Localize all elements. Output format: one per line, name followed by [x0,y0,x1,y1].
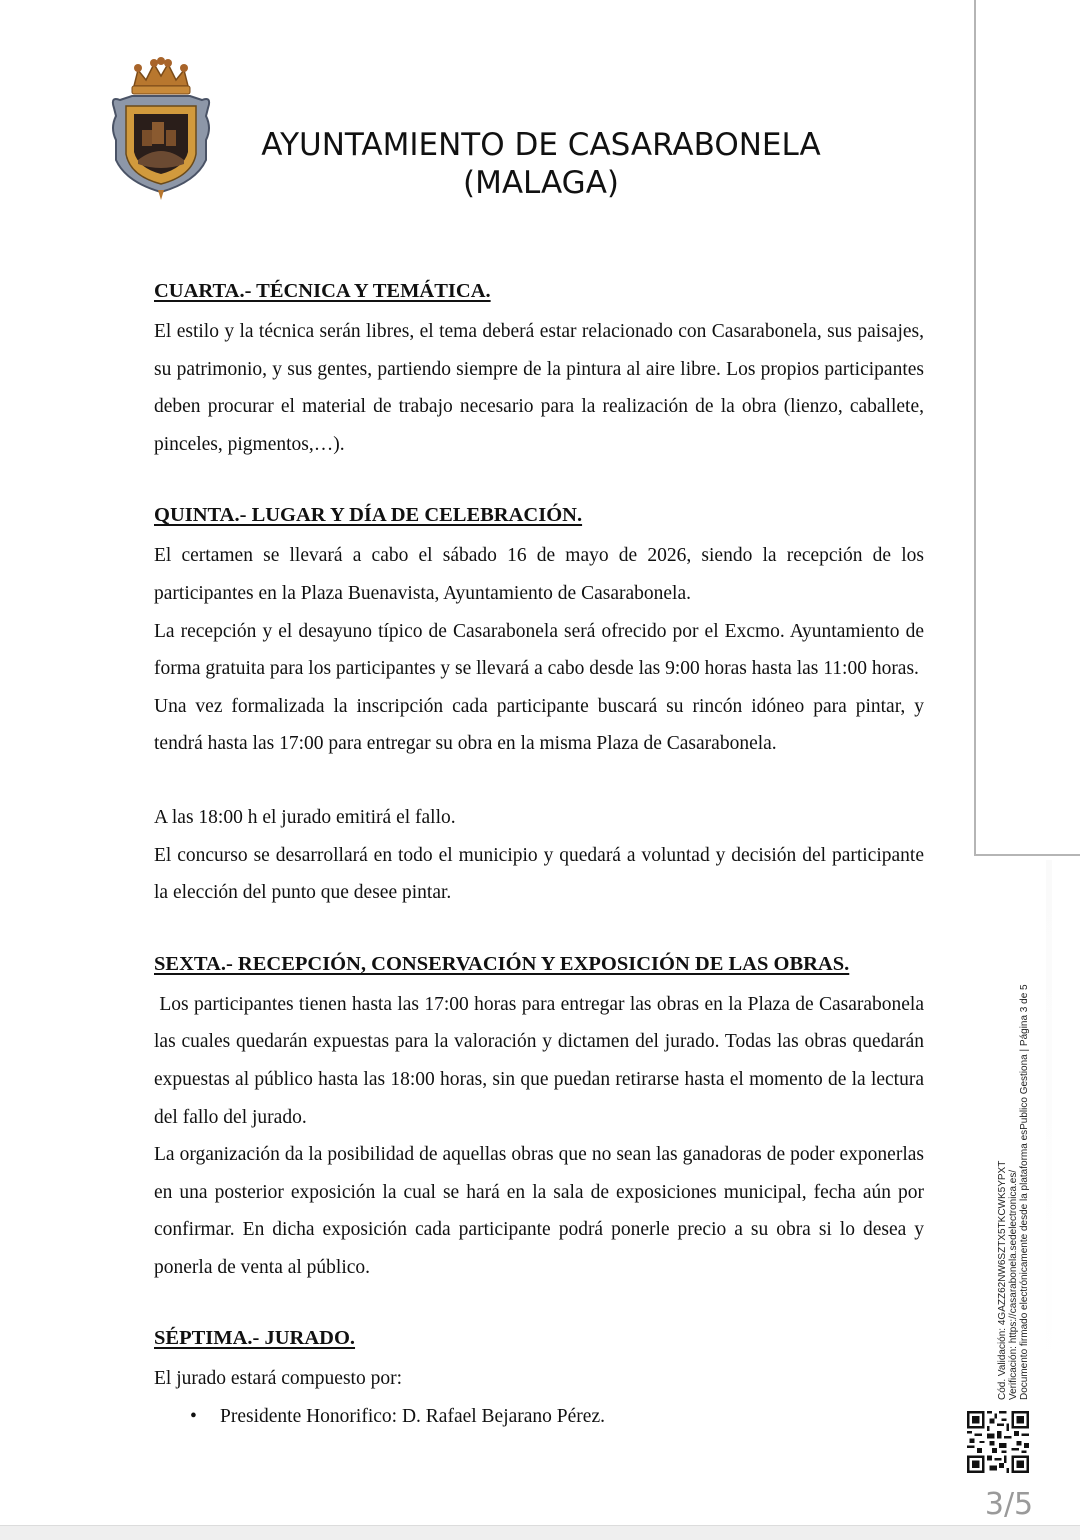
bullet-icon: • [190,1406,197,1428]
spacer [154,463,924,500]
section-sexta [154,949,929,1287]
coat-of-arms-icon [108,56,214,200]
spacer [154,912,924,949]
organization-name: AYUNTAMIENTO DE CASARABONELA [261,127,821,163]
section-paragraph: La recepción y el desayuno típico de Casarabonela será ofrecido por el Excmo. Ayuntamiento de forma gratuita para los participantes y se llevará a cabo desde las 9:00 horas hasta las 11:00 horas. [154,620,924,680]
spacer [154,763,924,799]
qr-code-icon [967,1411,1029,1473]
section-paragraph: El estilo y la técnica serán libres, el tema deberá estar relacionado con Casarabonela, sus paisajes, su patrimonio, y sus gentes, partiendo siempre de la pintura al aire libre. Los propios participantes deben procurar el material de trabajo necesario para la realización de la obra (lienzo, caballete, pinceles, pigmentos,…). [154,321,924,455]
spacer [154,1286,924,1323]
section-paragraph: A las 18:00 h el jurado emitirá el fallo. [154,806,456,828]
organization-title [236,126,846,202]
viewer-bottom-bar [0,1525,1080,1540]
side-panel-shadow [1046,860,1052,1380]
section-cuarta [154,276,924,463]
section-heading: SEXTA.- RECEPCIÓN, CONSERVACIÓN Y EXPOSICIÓN DE LAS OBRAS. [154,952,850,975]
validation-code: Cód. Validación: 4GAZZ62NW6SZTX5TKCWK5YPXT [997,1160,1008,1400]
section-paragraph: Una vez formalizada la inscripción cada participante buscará su rincón idóneo para pintar, y tendrá hasta las 17:00 para entregar su obra en la misma Plaza de Casarabonela. [154,695,924,755]
validation-signature: Documento firmado electrónicamente desde la plataforma esPublico Gestiona | Página 3 de 5 [1019,984,1030,1400]
jury-list-item [190,1398,924,1435]
validation-url: Verificación: https://casarabonela.sedelectronica.es/ [1008,1169,1019,1400]
jury-member: Presidente Honorifico: D. Rafael Bejarano Pérez. [220,1406,605,1428]
page-counter: 3/5 [984,1487,1034,1522]
section-quinta [154,500,924,911]
jury-list [154,1398,924,1435]
section-paragraph: La organización da la posibilidad de aquellas obras que no sean las ganadoras de poder exponerlas en una posterior exposición la cual se hará en la sala de exposiciones municipal, fecha aún por confirmar. En dicha exposición cada participante podrá ponerle precio a su obra si lo desea y ponerla de venta al público. [154,1144,924,1278]
section-heading: CUARTA.- TÉCNICA Y TEMÁTICA. [154,280,491,302]
section-paragraph: El certamen se llevará a cabo el sábado 16 de mayo de 2026, siendo la recepción de los participantes en la Plaza Buenavista, Ayuntamiento de Casarabonela. [154,545,924,604]
section-paragraph: El jurado estará compuesto por: [154,1368,403,1390]
section-heading: QUINTA.- LUGAR Y DÍA DE CELEBRACIÓN. [154,504,583,527]
section-paragraph: Los participantes tienen hasta las 17:00 horas para entregar las obras en la Plaza de Casarabonela las cuales quedarán expuestas para la valoración y dictamen del jurado. Todas las obras quedarán expuestas al público hasta las 18:00 horas, sin que puedan retirarse hasta el momento de la lectura del fallo del jurado. [154,993,929,1128]
document-body [154,276,929,1435]
organization-province: (MALAGA) [462,165,619,201]
section-heading: SÉPTIMA.- JURADO. [154,1327,356,1350]
validation-stamp [997,940,1045,1400]
side-panel-frame [974,0,1080,856]
section-paragraph: El concurso se desarrollará en todo el municipio y quedará a voluntad y decisión del participante la elección del punto que desee pintar. [154,844,924,904]
section-septima [154,1323,924,1435]
